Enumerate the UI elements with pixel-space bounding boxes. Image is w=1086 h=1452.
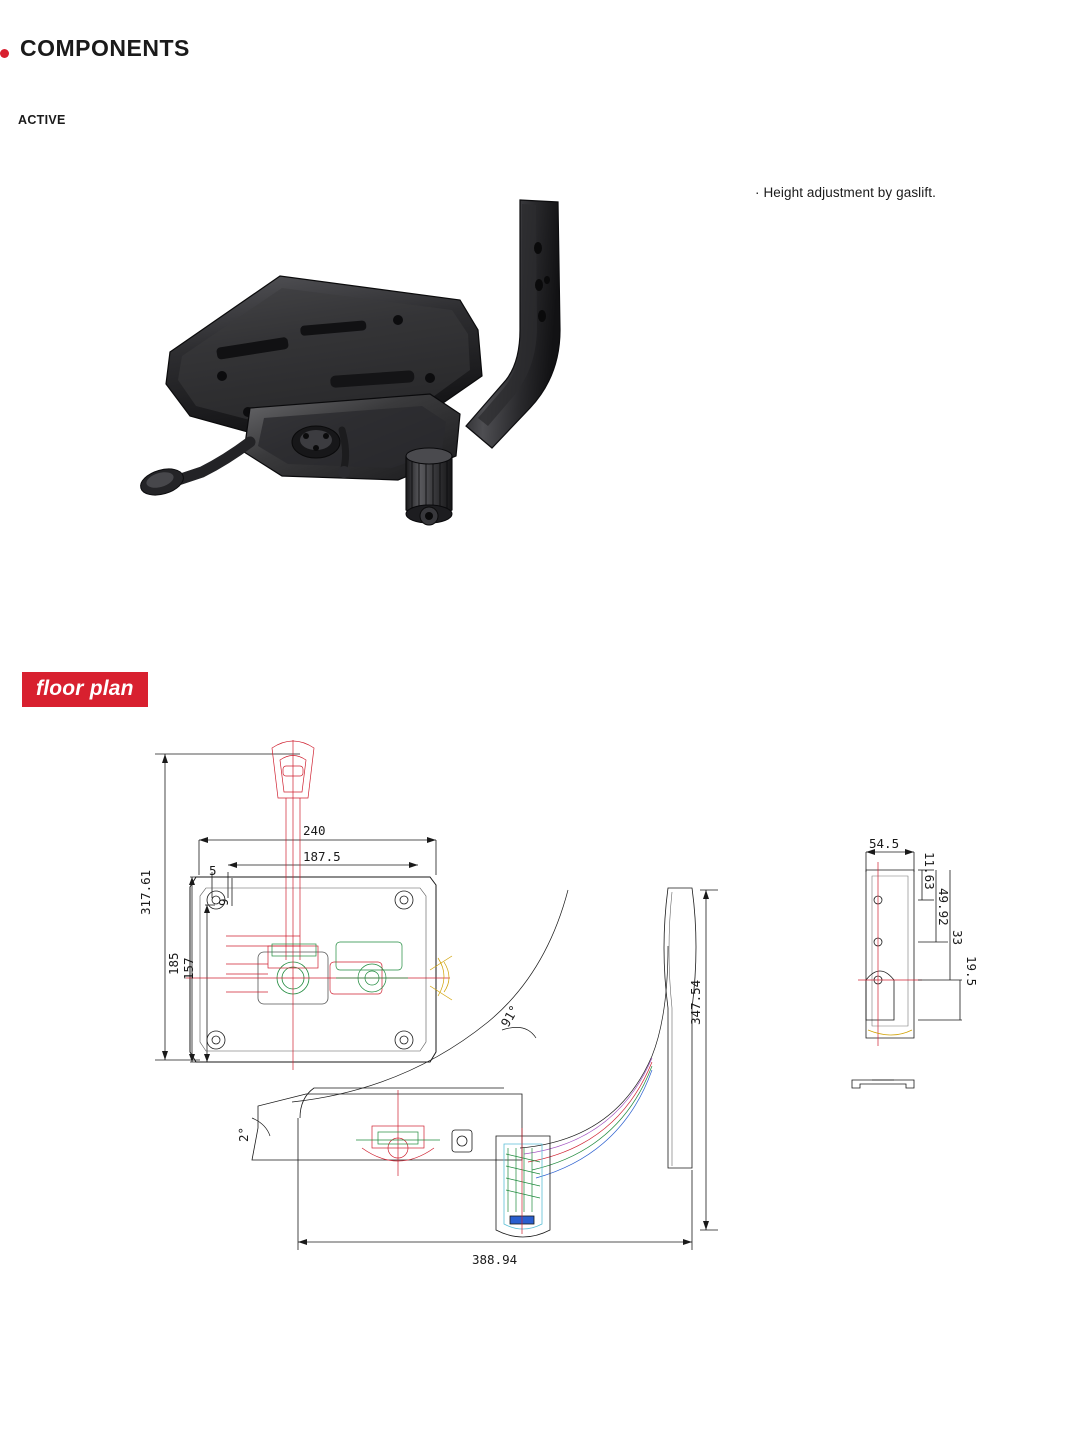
feature-note: · Height adjustment by gaslift. [755,185,936,200]
dim-2-deg: 2° [236,1126,251,1142]
bullet-dot-icon [0,49,9,58]
dim-9: 9 [216,898,231,906]
dim-187-5: 187.5 [303,849,341,864]
product-photo [130,180,610,560]
page-subtitle: ACTIVE [18,113,66,127]
page-title: COMPONENTS [20,35,190,61]
dim-240: 240 [303,823,326,838]
dim-347-54: 347.54 [688,979,703,1025]
dim-19-5: 19.5 [964,956,979,987]
technical-drawing [0,730,1086,1310]
dim-157: 157 [181,957,196,980]
dim-49-92: 49.92 [936,888,951,926]
dim-11-63: 11.63 [922,852,937,890]
dim-33: 33 [950,930,965,946]
dim-5: 5 [209,863,217,878]
page-header [0,30,1086,70]
dim-317-61: 317.61 [138,869,153,915]
dim-91-deg: 91° [497,1002,522,1030]
dim-388-94: 388.94 [472,1252,518,1267]
dim-185: 185 [166,952,181,975]
floor-plan-tag: floor plan [22,672,148,707]
dim-54-5: 54.5 [869,836,900,851]
